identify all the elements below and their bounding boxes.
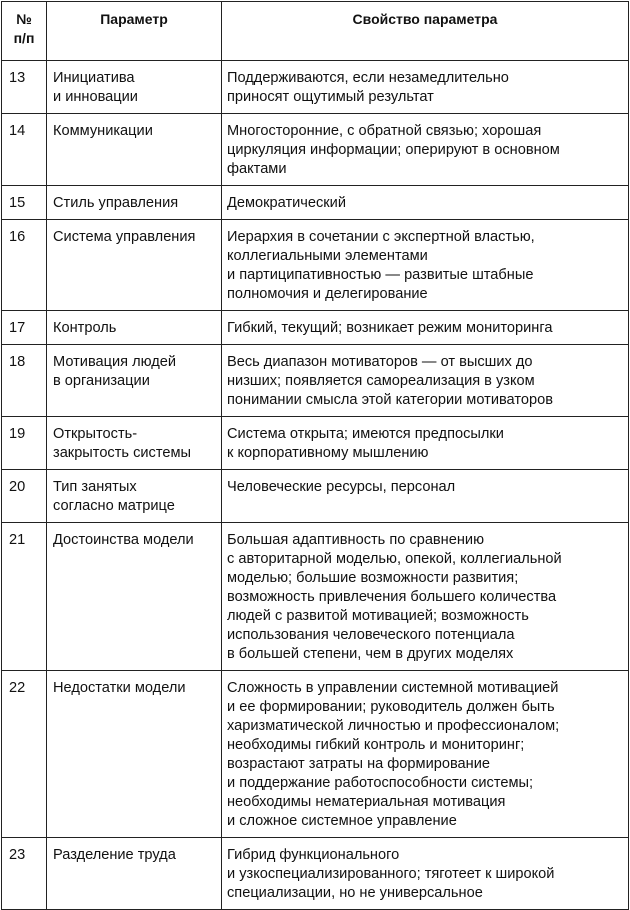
property-line: возможность привлечения большего количества <box>227 589 557 605</box>
row-parameter <box>47 186 222 220</box>
table-row <box>2 417 629 470</box>
property-line: моделью; большие возможности развития; <box>227 570 519 586</box>
property-line: к корпоративному мышлению <box>227 445 429 461</box>
property-line: возрастают затраты на формирование <box>227 756 490 772</box>
property-line: Демократический <box>227 195 346 211</box>
table-row <box>2 114 629 186</box>
property-line: харизматической личностью и профессионалом; <box>227 718 560 734</box>
row-property <box>222 186 629 220</box>
row-number: 20 <box>2 470 47 523</box>
header-parameter: Параметр <box>47 2 222 61</box>
property-line: необходимы гибкий контроль и мониторинг; <box>227 737 525 753</box>
property-line: Система открыта; имеются предпосылки <box>227 426 504 442</box>
row-parameter <box>47 470 222 523</box>
parameter-line: Тип занятых <box>53 479 137 495</box>
table-row <box>2 671 629 838</box>
row-parameter <box>47 114 222 186</box>
row-parameter <box>47 311 222 345</box>
parameter-line: Мотивация людей <box>53 354 177 370</box>
row-number: 21 <box>2 523 47 671</box>
row-number: 18 <box>2 345 47 417</box>
property-line: Человеческие ресурсы, персонал <box>227 479 456 495</box>
parameter-line: и инновации <box>53 89 138 105</box>
property-line: полномочия и делегирование <box>227 286 428 302</box>
header-number-line: п/п <box>13 30 35 46</box>
parameters-table <box>1 1 629 910</box>
table-row <box>2 311 629 345</box>
property-line: и ее формировании; руководитель должен быть <box>227 699 555 715</box>
property-line: Многосторонние, с обратной связью; хорошая <box>227 123 542 139</box>
row-property <box>222 311 629 345</box>
header-number-line: № <box>16 11 32 27</box>
property-line: Гибрид функционального <box>227 847 400 863</box>
property-line: и сложное системное управление <box>227 813 457 829</box>
property-line: и узкоспециализированного; тяготеет к широкой <box>227 866 555 882</box>
parameter-line: согласно матрице <box>53 498 175 514</box>
row-property <box>222 838 629 910</box>
property-line: необходимы нематериальная мотивация <box>227 794 506 810</box>
row-property <box>222 345 629 417</box>
property-line: Иерархия в сочетании с экспертной властью, <box>227 229 535 245</box>
parameter-line: Разделение труда <box>53 847 176 863</box>
header-property: Свойство параметра <box>222 2 629 61</box>
property-line: в большей степени, чем в других моделях <box>227 646 514 662</box>
parameter-line: Система управления <box>53 229 196 245</box>
property-line: приносят ощутимый результат <box>227 89 434 105</box>
parameter-line: Контроль <box>53 320 117 336</box>
property-line: понимании смысла этой категории мотиваторов <box>227 392 553 408</box>
row-parameter <box>47 61 222 114</box>
property-line: Весь диапазон мотиваторов — от высших до <box>227 354 533 370</box>
property-line: Поддерживаются, если незамедлительно <box>227 70 509 86</box>
row-number: 13 <box>2 61 47 114</box>
property-line: фактами <box>227 161 287 177</box>
row-number: 17 <box>2 311 47 345</box>
row-parameter <box>47 417 222 470</box>
parameter-line: в организации <box>53 373 150 389</box>
property-line: Сложность в управлении системной мотивацией <box>227 680 559 696</box>
parameter-line: Достоинства модели <box>53 532 194 548</box>
row-number: 16 <box>2 220 47 311</box>
row-number: 23 <box>2 838 47 910</box>
table-header-row <box>2 2 629 61</box>
parameter-line: Открытость- <box>53 426 138 442</box>
row-property <box>222 61 629 114</box>
row-property <box>222 417 629 470</box>
property-line: людей с развитой мотивацией; возможность <box>227 608 529 624</box>
table-row <box>2 470 629 523</box>
table-row <box>2 345 629 417</box>
parameter-line: Инициатива <box>53 70 135 86</box>
table-row <box>2 523 629 671</box>
row-number: 22 <box>2 671 47 838</box>
row-parameter <box>47 523 222 671</box>
property-line: Большая адаптивность по сравнению <box>227 532 485 548</box>
table-row <box>2 61 629 114</box>
row-number: 15 <box>2 186 47 220</box>
parameter-line: Недостатки модели <box>53 680 186 696</box>
table-row <box>2 838 629 910</box>
row-number: 19 <box>2 417 47 470</box>
table-row <box>2 220 629 311</box>
property-line: с авторитарной моделью, опекой, коллегиальной <box>227 551 562 567</box>
property-line: специализации, но не универсальное <box>227 885 483 901</box>
property-line: циркуляция информации; оперируют в основном <box>227 142 560 158</box>
property-line: и партиципативностью — развитые штабные <box>227 267 534 283</box>
row-property <box>222 220 629 311</box>
property-line: и поддержание работоспособности системы; <box>227 775 534 791</box>
property-line: низших; появляется самореализация в узком <box>227 373 535 389</box>
header-number <box>2 2 47 61</box>
row-parameter <box>47 220 222 311</box>
table-row <box>2 186 629 220</box>
parameter-line: Стиль управления <box>53 195 179 211</box>
row-property <box>222 523 629 671</box>
row-parameter <box>47 671 222 838</box>
row-number: 14 <box>2 114 47 186</box>
row-property <box>222 114 629 186</box>
property-line: использования человеческого потенциала <box>227 627 515 643</box>
table-body <box>2 61 629 910</box>
parameter-line: Коммуникации <box>53 123 153 139</box>
row-property <box>222 671 629 838</box>
property-line: коллегиальными элементами <box>227 248 428 264</box>
row-property <box>222 470 629 523</box>
row-parameter <box>47 345 222 417</box>
parameter-line: закрытость системы <box>53 445 191 461</box>
property-line: Гибкий, текущий; возникает режим мониторинга <box>227 320 553 336</box>
row-parameter <box>47 838 222 910</box>
